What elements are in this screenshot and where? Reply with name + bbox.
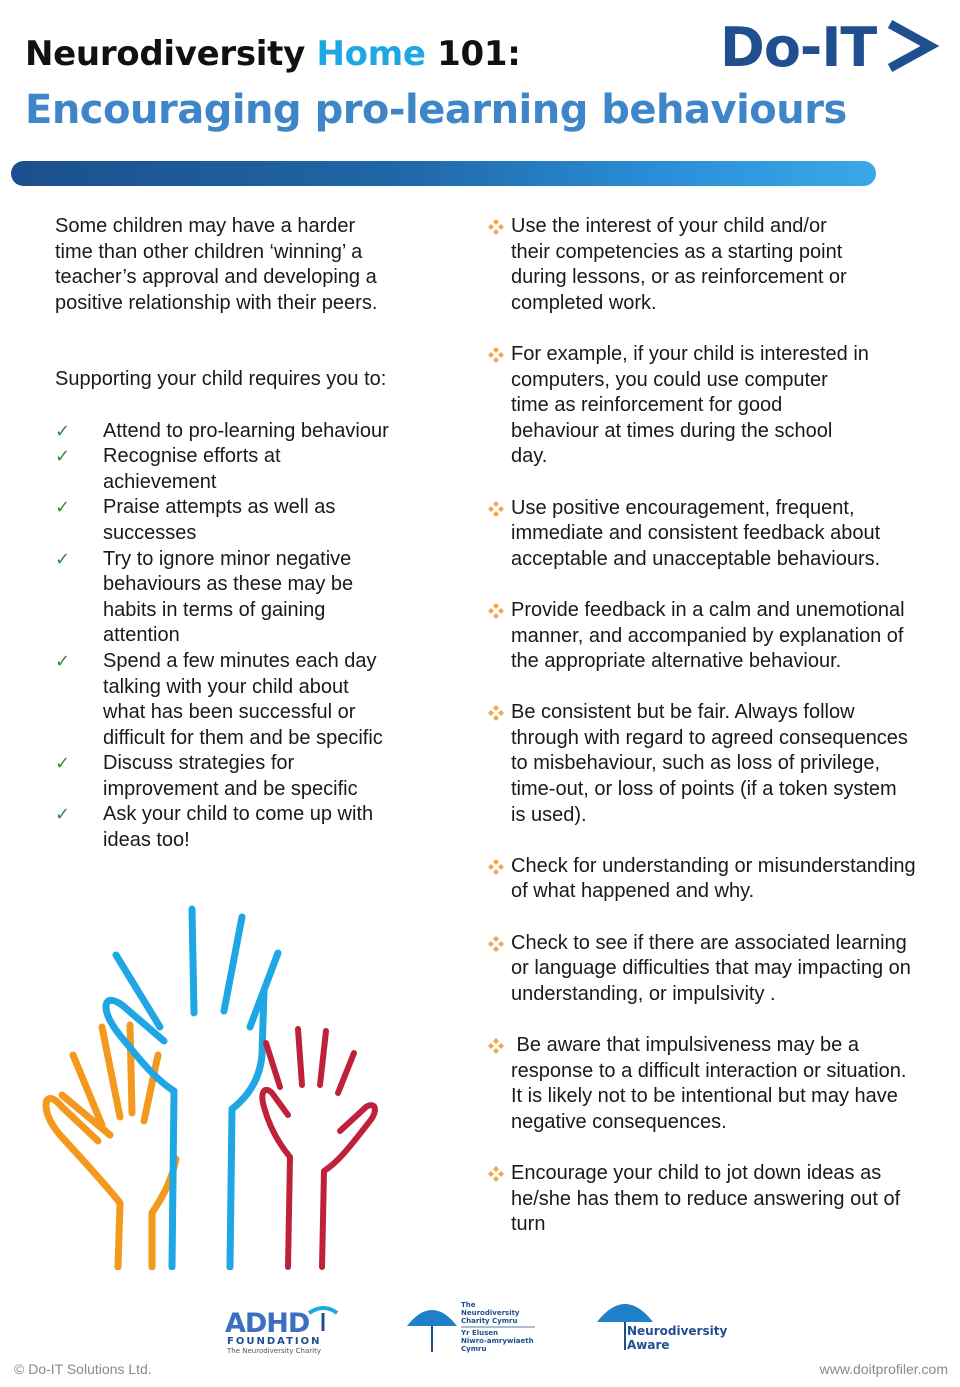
logo-arrow-icon <box>890 24 930 68</box>
orange-hand-icon <box>46 1025 176 1267</box>
checkmark-icon: ✓ <box>55 446 71 468</box>
svg-text:Yr Elusen: Yr Elusen <box>461 1329 499 1337</box>
checklist-item: ✓ Praise attempts as well as successes <box>55 496 336 544</box>
intro-line: Some children may have a harder <box>55 215 356 237</box>
red-hand-icon <box>262 1029 375 1267</box>
checklist-item: ✓ Attend to pro-learning behaviour <box>55 419 425 445</box>
checkmark-icon: ✓ <box>55 804 71 826</box>
title-highlight: Home <box>316 34 426 74</box>
checkmark-icon: ✓ <box>55 420 71 442</box>
svg-text:Neurodiversity: Neurodiversity <box>461 1309 520 1317</box>
diamond-bullet-icon <box>488 603 504 619</box>
tip-item: Check for understanding or misunderstanding of what happened and why. <box>488 854 948 905</box>
umbrella-icon <box>597 1304 653 1322</box>
checklist-item: ✓ Ask your child to come up with ideas too! <box>55 803 374 852</box>
intro-paragraph <box>55 214 425 316</box>
copyright-text: © Do-IT Solutions Ltd. <box>14 1361 152 1377</box>
raised-hands-illustration <box>40 895 390 1270</box>
left-column <box>55 214 425 854</box>
svg-text:ADHD: ADHD <box>225 1308 310 1339</box>
intro-line: time than other children ‘winning’ a <box>55 240 363 263</box>
adhd-foundation-logo <box>225 1305 340 1355</box>
checkmark-icon: ✓ <box>55 497 71 519</box>
title-part-1: Neurodiversity <box>25 34 317 74</box>
do-it-logo <box>720 16 945 76</box>
right-column <box>488 214 948 1263</box>
svg-text:The Neurodiversity Charity: The Neurodiversity Charity <box>227 1347 321 1355</box>
checkmark-icon: ✓ <box>55 753 71 775</box>
tip-item: For example, if your child is interested in computers, you could use computer time as reinforcement for good behaviour at times during the school day. <box>488 342 948 470</box>
svg-text:FOUNDATION: FOUNDATION <box>227 1336 322 1347</box>
website-link[interactable]: www.doitprofiler.com <box>819 1361 948 1377</box>
tip-item: Encourage your child to jot down ideas as he/she has them to reduce answering out of turn <box>488 1161 948 1238</box>
svg-text:Charity Cymru: Charity Cymru <box>461 1317 518 1325</box>
diamond-bullet-icon <box>488 859 504 875</box>
checklist <box>55 419 425 854</box>
checklist-item: ✓ Try to ignore minor negative behaviours as these may be habits in terms of gaining attention <box>55 547 354 647</box>
diamond-bullet-icon <box>488 347 504 363</box>
neurodiversity-charity-cymru-logo <box>405 1298 545 1356</box>
svg-text:Aware: Aware <box>627 1338 670 1352</box>
header-divider-bar <box>11 161 876 186</box>
umbrella-icon <box>309 1308 337 1313</box>
page-title <box>25 34 521 74</box>
checkmark-icon: ✓ <box>55 650 71 672</box>
neurodiversity-aware-logo <box>595 1292 730 1354</box>
diamond-bullet-icon <box>488 1166 504 1182</box>
checkmark-icon: ✓ <box>55 548 71 570</box>
tip-item: Check to see if there are associated learning or language difficulties that may impacting on understanding, or impulsivity . <box>488 931 948 1008</box>
tip-item: Provide feedback in a calm and unemotional manner, and accompanied by explanation of the appropriate alternative behaviour. <box>488 598 948 675</box>
page-subtitle: Encouraging pro-learning behaviours <box>25 87 847 133</box>
checklist-item: ✓ Discuss strategies for improvement and be specific <box>55 752 358 800</box>
svg-text:Neurodiversity: Neurodiversity <box>627 1324 728 1338</box>
checklist-item: ✓ Spend a few minutes each day talking with your child about what has been successful or difficult for them and be specific <box>55 649 383 749</box>
diamond-bullet-icon <box>488 501 504 517</box>
tip-item: Be consistent but be fair. Always follow through with regard to agreed consequences to misbehaviour, such as loss of privilege, time-out, or loss of points (if a token system is used). <box>488 700 948 828</box>
tips-list <box>488 214 948 1238</box>
intro-line: teacher’s approval and developing a <box>55 266 377 289</box>
diamond-bullet-icon <box>488 936 504 952</box>
lead-sentence: Supporting your child requires you to: <box>55 368 387 391</box>
diamond-bullet-icon <box>488 705 504 721</box>
svg-text:Cymru: Cymru <box>461 1345 487 1353</box>
checklist-item: ✓ Recognise efforts at achievement <box>55 445 281 493</box>
diamond-bullet-icon <box>488 219 504 235</box>
tip-item: Use positive encouragement, frequent, immediate and consistent feedback about acceptable and unacceptable behaviours. <box>488 496 948 573</box>
svg-text:The: The <box>461 1301 476 1309</box>
tip-item: Be aware that impulsiveness may be a response to a difficult interaction or situation. It is likely not to be intentional but may have negative consequences. <box>488 1033 948 1135</box>
diamond-bullet-icon <box>488 1038 504 1054</box>
title-part-2: 101: <box>425 34 521 74</box>
umbrella-icon <box>407 1310 457 1326</box>
tip-item: Use the interest of your child and/or their competencies as a starting point during lessons, or as reinforcement or completed work. <box>488 214 948 316</box>
svg-text:Niwro-amrywiaeth: Niwro-amrywiaeth <box>461 1337 534 1345</box>
intro-line: positive relationship with their peers. <box>55 291 378 314</box>
logo-text: Do-IT <box>720 16 877 76</box>
